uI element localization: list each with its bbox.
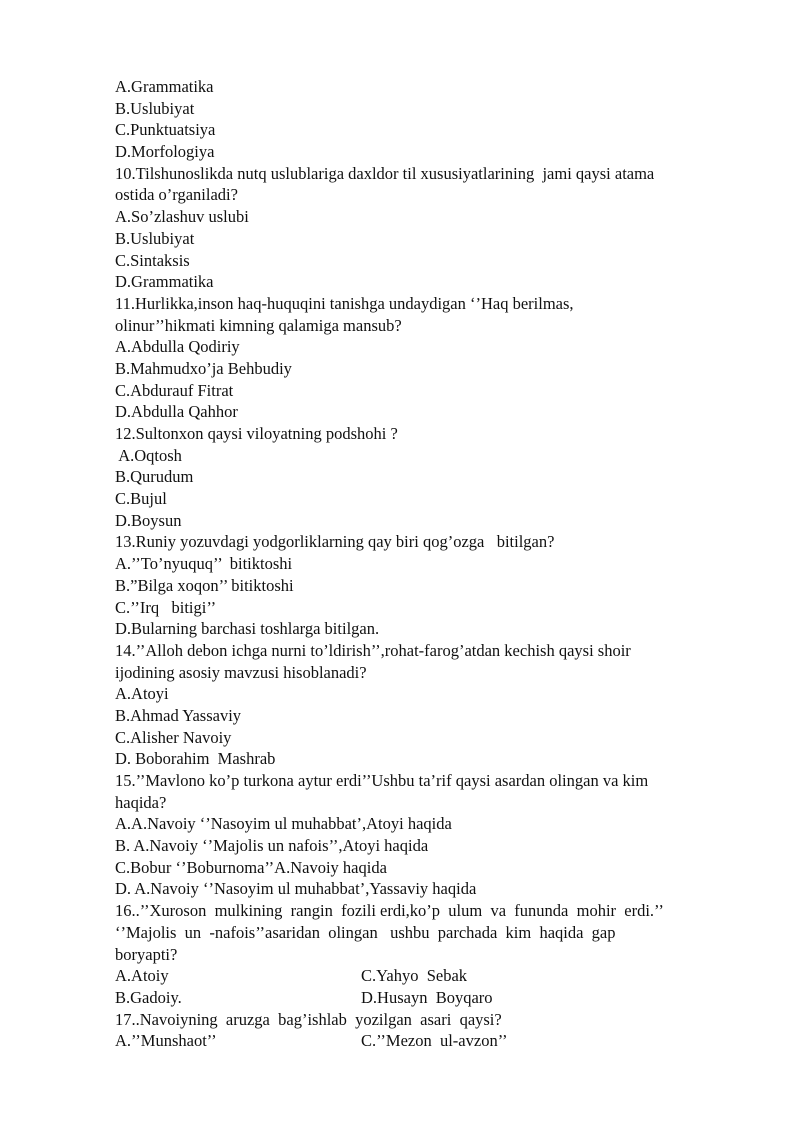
q14-option-c: C.Alisher Navoiy [115,727,232,747]
q17-option-a: A.’’Munshaot’’ [115,1031,217,1051]
q11-option-d: D.Abdulla Qahhor [115,402,238,422]
q10-option-c: C.Sintaksis [115,250,190,270]
q11-option-c: C.Abdurauf Fitrat [115,380,234,400]
q13-option-a: A.’’To’nyuquq’’ bitiktoshi [115,554,293,574]
q13-text-line1: 13.Runiy yozuvdagi yodgorliklarning qay biri qog’ozga bitilgan? [115,532,555,552]
q10-option-d: D.Grammatika [115,272,214,292]
q15-option-d: D. A.Navoiy ‘’Nasoyim ul muhabbat’,Yassaviy haqida [115,879,477,899]
q12-option-a: A.Oqtosh [115,445,182,465]
q15-option-a: A.A.Navoiy ‘’Nasoyim ul muhabbat’,Atoyi haqida [115,814,452,834]
q17-option-c: C.’’Mezon ul-avzon’’ [361,1031,508,1051]
q15-option-c: C.Bobur ‘’Boburnoma’’A.Navoiy haqida [115,857,387,877]
q17-text-line1: 17..Navoiyning aruzga bag’ishlab yozilgan asari qaysi? [115,1009,502,1029]
q16-option-c: C.Yahyo Sebak [361,966,468,986]
q16-option-a: A.Atoiy [115,966,169,986]
q17-options-row1 [115,1030,745,1052]
q16-text-line1: 16..’’Xuroson mulkining rangin fozili erdi,ko’p ulum va fununda mohir erdi.’’ [115,901,664,921]
q11-option-a: A.Abdulla Qodiriy [115,337,240,357]
q14-option-b: B.Ahmad Yassaviy [115,705,242,725]
q12-option-b: B.Qurudum [115,467,194,487]
q12-option-d: D.Boysun [115,510,182,530]
q15-text-line2: haqida? [115,792,167,812]
q10-text-line2: ostida o’rganiladi? [115,185,238,205]
q11-text-line1: 11.Hurlikka,inson haq-huquqini tanishga undaydigan ‘’Haq berilmas, [115,293,574,313]
q14-text-line2: ijodining asosiy mavzusi hisoblanadi? [115,662,367,682]
q10-text-line1: 10.Tilshunoslikda nutq uslublariga daxldor til xususiyatlarining jami qaysi atama [115,163,655,183]
q16-text-line2: ‘’Majolis un -nafois’’asaridan olingan ushbu parchada kim haqida gap [115,922,616,942]
quiz-page [115,76,745,1052]
q12-option-c: C.Bujul [115,489,167,509]
q13-option-d: D.Bularning barchasi toshlarga bitilgan. [115,619,380,639]
q9-option-a: A.Grammatika [115,77,214,96]
q9-option-c: C.Punktuatsiya [115,120,216,140]
q12-text-line1: 12.Sultonxon qaysi viloyatning podshohi ? [115,424,398,443]
q14-text-line1: 14.’’Alloh debon ichga nurni to’ldirish’’,rohat-farog’atdan kechish qaysi shoir [115,640,631,660]
q13-option-b: B.”Bilga xoqon’’ bitiktoshi [115,575,294,595]
q11-text-line2: olinur’’hikmati kimning qalamiga mansub? [115,315,402,335]
q16-option-d: D.Husayn Boyqaro [361,987,493,1007]
q9-option-d: D.Morfologiya [115,142,215,162]
q14-option-a: A.Atoyi [115,684,169,704]
q16-option-b: B.Gadoiy. [115,987,182,1007]
q15-option-b: B. A.Navoiy ‘’Majolis un nafois’’,Atoyi haqida [115,836,429,856]
q15-text-line1: 15.’’Mavlono ko’p turkona aytur erdi’’Ushbu ta’rif qaysi asardan olingan va kim [115,771,649,790]
q10-option-a: A.So’zlashuv uslubi [115,207,249,227]
q16-text-line3: boryapti? [115,944,178,964]
q10-option-b: B.Uslubiyat [115,228,195,248]
q16-options-row1 [115,965,745,987]
q9-option-b: B.Uslubiyat [115,98,195,118]
q13-option-c: C.’’Irq bitigi’’ [115,597,217,617]
q14-option-d: D. Boborahim Mashrab [115,749,276,769]
q11-option-b: B.Mahmudxo’ja Behbudiy [115,358,292,378]
q16-options-row2 [115,987,745,1009]
